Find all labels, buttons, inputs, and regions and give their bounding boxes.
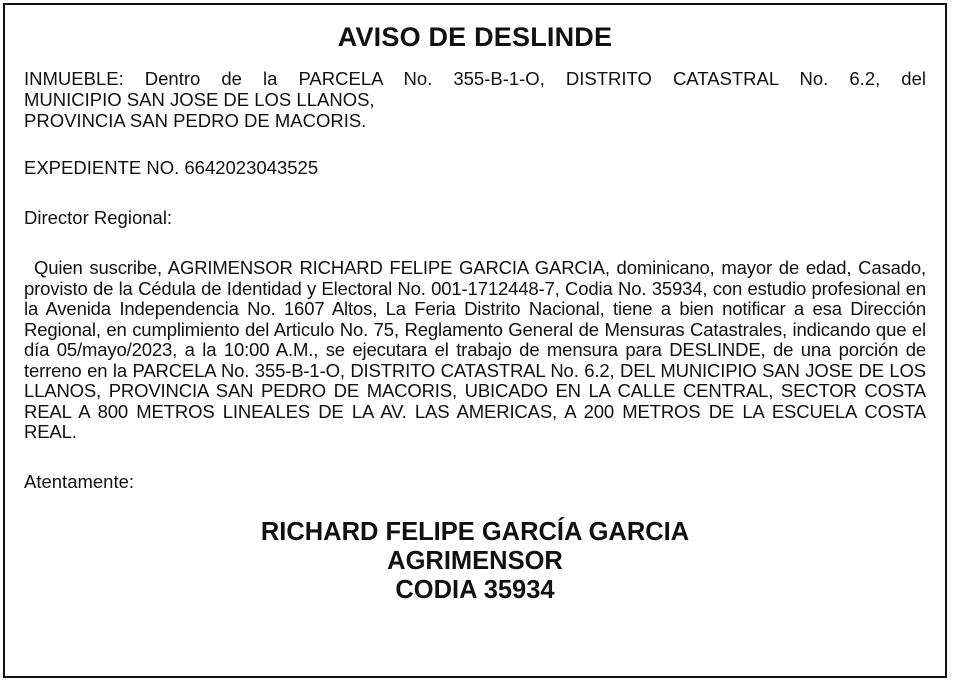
- addressee: Director Regional:: [24, 207, 173, 228]
- property-line-1: INMUEBLE: Dentro de la PARCELA No. 355-B-1-O, DISTRITO CATASTRAL No. 6.2, del: [24, 68, 926, 89]
- property-description: [24, 68, 926, 131]
- property-line-2: MUNICIPIO SAN JOSE DE LOS LLANOS,: [24, 89, 375, 110]
- notice-title: AVISO DE DESLINDE: [337, 22, 613, 52]
- signer-name: RICHARD FELIPE GARCÍA GARCIA: [260, 517, 690, 546]
- signer-codia: CODIA 35934: [395, 575, 555, 604]
- notice-frame: [3, 3, 947, 678]
- signer-profession: AGRIMENSOR: [387, 546, 563, 575]
- notice-content: [24, 5, 926, 676]
- notice-body: Quien suscribe, AGRIMENSOR RICHARD FELIPE GARCIA GARCIA, dominicano, mayor de edad, Casado, provisto de la Cédula de Identidad y Electoral No. 001-1712448-7, Codia No. 35934, con estudio profesional en la Avenida Independencia No. 1607 Altos, La Feria Distrito Nacional, tiene a bien notificar a esa Dirección Regional, en cumplimiento del Articulo No. 75, Reglamento General de Mensuras Catastrales, indicando que el día 05/mayo/2023, a la 10:00 A.M., se ejecutara el trabajo de mensura para DESLINDE, de una porción de terreno en la PARCELA No. 355-B-1-O, DISTRITO CATASTRAL No. 6.2, DEL MUNICIPIO SAN JOSE DE LOS LLANOS, PROVINCIA SAN PEDRO DE MACORIS, UBICADO EN LA CALLE CENTRAL, SECTOR COSTA REAL A 800 METROS LINEALES DE LA AV. LAS AMERICAS, A 200 METROS DE LA ESCUELA COSTA REAL.: [24, 257, 926, 442]
- signature-block: [24, 518, 926, 605]
- file-number: EXPEDIENTE NO. 6642023043525: [24, 157, 319, 178]
- closing-salutation: Atentamente:: [24, 470, 135, 492]
- property-line-3: PROVINCIA SAN PEDRO DE MACORIS.: [24, 110, 367, 131]
